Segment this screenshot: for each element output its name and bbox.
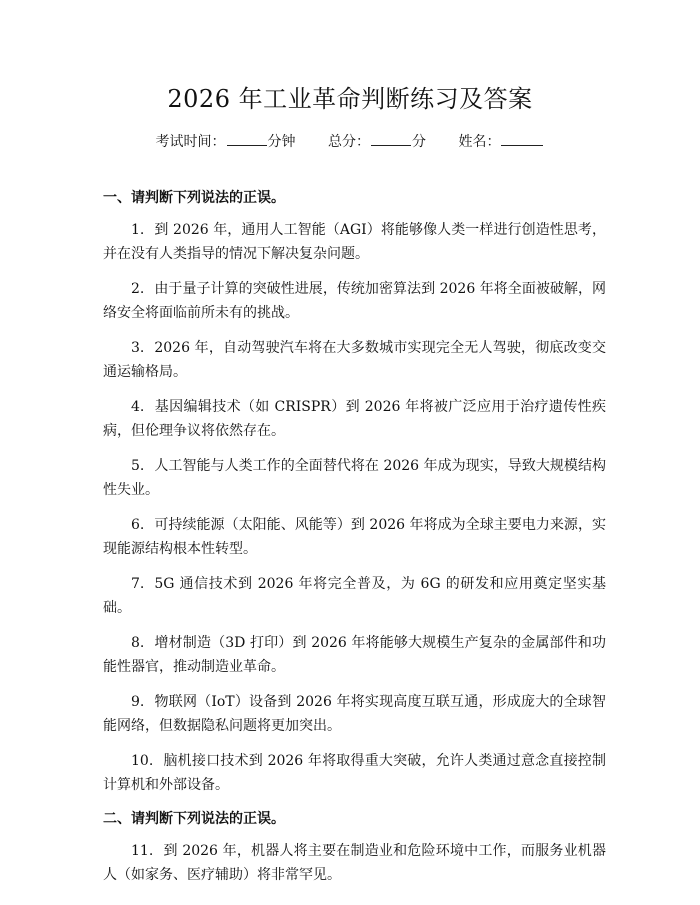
- question-item: [103, 573, 606, 620]
- question-number: 4.: [131, 399, 145, 415]
- question-number: 6.: [131, 517, 145, 533]
- name-blank[interactable]: [501, 131, 543, 146]
- question-number: 8.: [131, 635, 145, 651]
- exam-time-unit: 分钟: [267, 134, 296, 150]
- section-1-items: [103, 219, 606, 797]
- question-text: 基因编辑技术（如 CRISPR）到 2026 年将被广泛应用于治疗遗传性疾病，但伦理争议将依然存在。: [103, 399, 606, 439]
- name-label: 姓名：: [458, 134, 501, 150]
- question-text: 增材制造（3D 打印）到 2026 年将能够大规模生产复杂的金属部件和功能性器官，推动制造业革命。: [103, 635, 606, 675]
- question-number: 5.: [131, 458, 145, 474]
- section-heading-2: 二、请判断下列说法的正误。: [103, 811, 285, 827]
- question-item: [103, 337, 606, 384]
- question-number: 9.: [131, 694, 145, 710]
- exam-info-row: [0, 131, 700, 152]
- question-text: 到 2026 年，通用人工智能（AGI）将能够像人类一样进行创造性思考，并在没有人类指导的情况下解决复杂问题。: [103, 222, 606, 262]
- question-number: 1.: [131, 222, 145, 238]
- question-text: 2026 年，自动驾驶汽车将在大多数城市实现完全无人驾驶，彻底改变交通运输格局。: [103, 340, 606, 380]
- question-item: [103, 691, 606, 738]
- question-item: [103, 278, 606, 325]
- name-field: [458, 131, 544, 152]
- section-heading-1: 一、请判断下列说法的正误。: [103, 190, 285, 206]
- exam-time-blank[interactable]: [227, 131, 267, 146]
- exam-time-field: [156, 131, 296, 152]
- question-item: [103, 750, 606, 797]
- exam-time-label: 考试时间：: [155, 134, 226, 150]
- total-score-unit: 分: [412, 134, 426, 150]
- question-number: 10.: [131, 753, 154, 769]
- section-2-items: [103, 840, 606, 887]
- question-item: [103, 840, 606, 887]
- question-text: 物联网（IoT）设备到 2026 年将实现高度互联互通，形成庞大的全球智能网络，但数据隐私问题将更加突出。: [103, 694, 606, 734]
- total-score-field: [328, 131, 426, 152]
- question-text: 可持续能源（太阳能、风能等）到 2026 年将成为全球主要电力来源，实现能源结构根本性转型。: [103, 517, 606, 557]
- question-text: 5G 通信技术到 2026 年将完全普及，为 6G 的研发和应用奠定坚实基础。: [103, 576, 606, 616]
- question-text: 到 2026 年，机器人将主要在制造业和危险环境中工作，而服务业机器人（如家务、医疗辅助）将非常罕见。: [103, 843, 606, 883]
- page-title: 2026 年工业革命判断练习及答案: [167, 85, 533, 113]
- question-number: 7.: [131, 576, 145, 592]
- question-item: [103, 396, 606, 443]
- question-number: 11.: [131, 843, 154, 859]
- question-number: 2.: [131, 281, 145, 297]
- total-score-label: 总分：: [328, 134, 370, 150]
- total-score-blank[interactable]: [371, 131, 411, 146]
- question-item: [103, 514, 606, 561]
- question-item: [103, 632, 606, 679]
- question-content: [103, 188, 606, 899]
- question-text: 由于量子计算的突破性进展，传统加密算法到 2026 年将全面被破解，网络安全将面临前所未有的挑战。: [103, 281, 606, 321]
- question-text: 脑机接口技术到 2026 年将取得重大突破，允许人类通过意念直接控制计算机和外部设备。: [103, 753, 606, 793]
- question-item: [103, 455, 606, 502]
- question-text: 人工智能与人类工作的全面替代将在 2026 年成为现实，导致大规模结构性失业。: [103, 458, 606, 498]
- question-number: 3.: [131, 340, 145, 356]
- question-item: [103, 219, 606, 266]
